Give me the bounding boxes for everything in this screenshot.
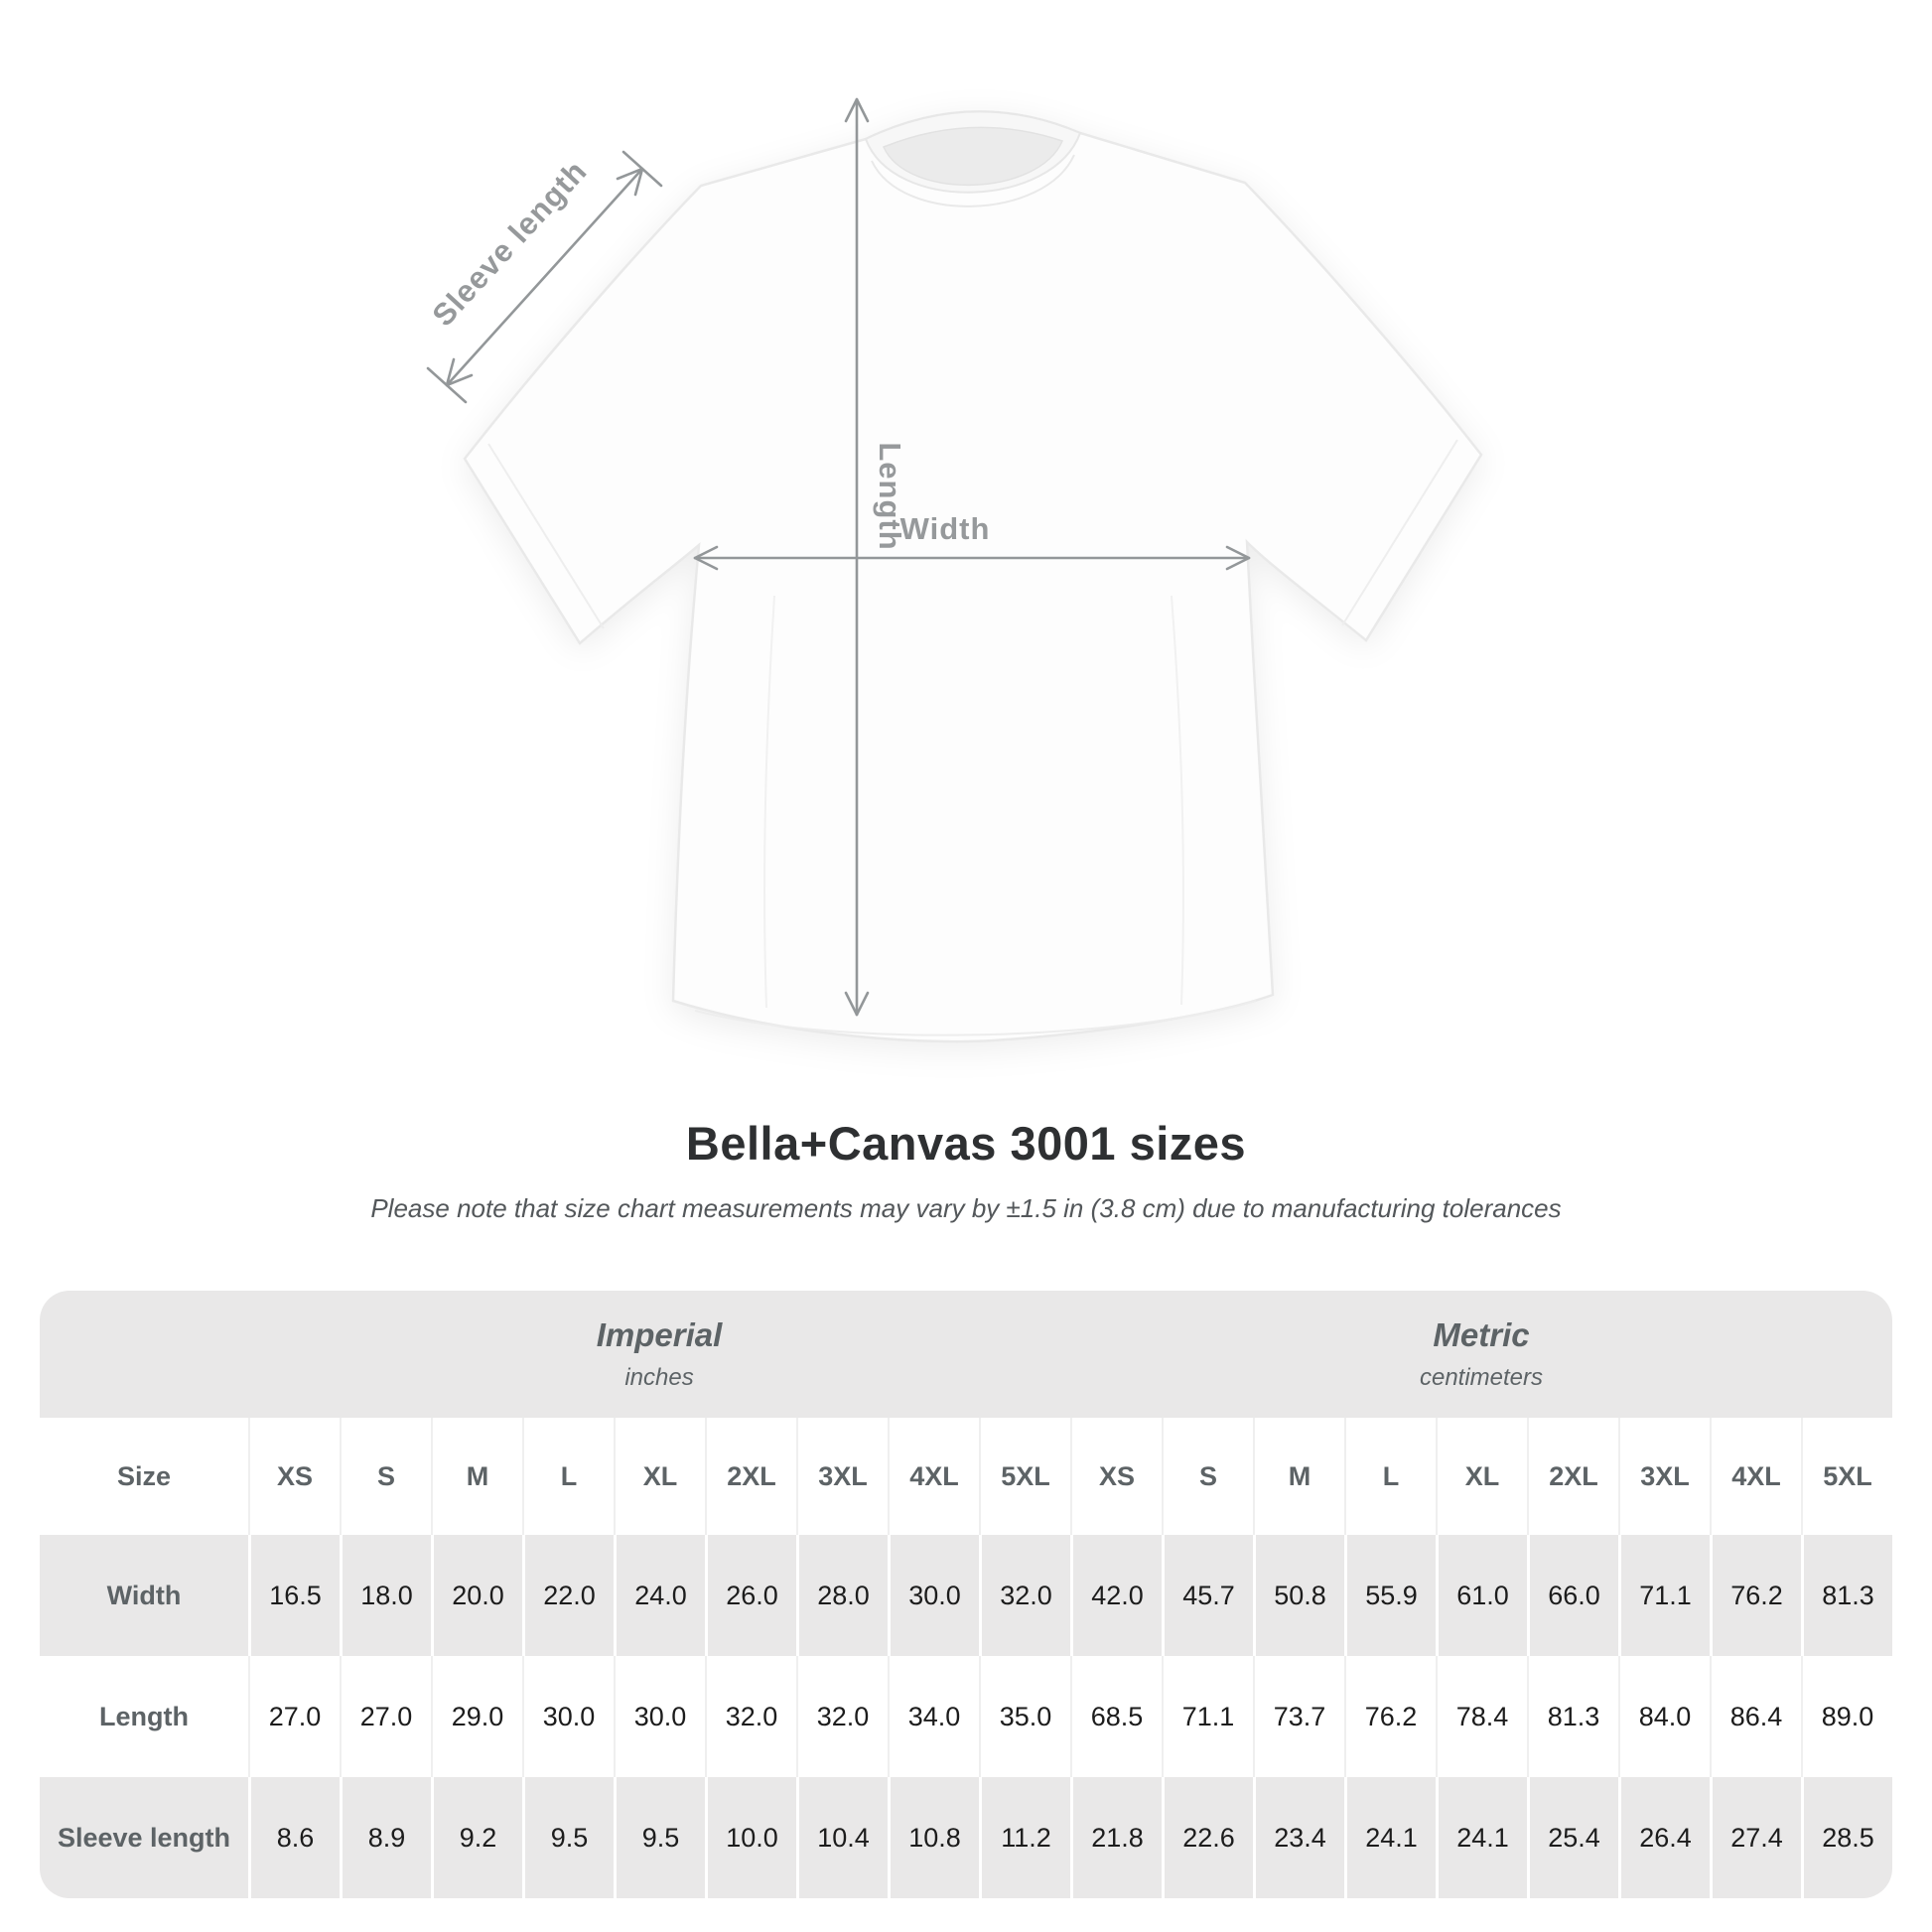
- table-cell: 76.2: [1344, 1656, 1436, 1777]
- table-cell: 20.0: [431, 1535, 522, 1656]
- table-cell: 11.2: [979, 1777, 1070, 1898]
- table-cell: 8.9: [340, 1777, 431, 1898]
- table-cell: 78.4: [1436, 1656, 1527, 1777]
- size-table: [40, 1291, 1892, 1898]
- sleeve-length-row-label: Sleeve length: [57, 1822, 231, 1853]
- table-cell: 27.0: [340, 1656, 431, 1777]
- width-label: Width: [899, 511, 991, 546]
- table-cell: 23.4: [1253, 1777, 1344, 1898]
- size-header-cell: XS: [1070, 1418, 1162, 1535]
- size-header-cell: L: [1344, 1418, 1436, 1535]
- table-cell: 30.0: [522, 1656, 614, 1777]
- table-cell: 9.5: [614, 1777, 705, 1898]
- size-header-cell: 2XL: [705, 1418, 796, 1535]
- table-cell: 29.0: [431, 1656, 522, 1777]
- table-cell: 27.0: [248, 1656, 340, 1777]
- table-cell: 27.4: [1710, 1777, 1801, 1898]
- imperial-unit-label: inches: [624, 1364, 694, 1391]
- page-subtitle: Please note that size chart measurements may vary by ±1.5 in (3.8 cm) due to manufacturing tolerances: [370, 1193, 1562, 1223]
- table-cell: 9.5: [522, 1777, 614, 1898]
- table-cell: 55.9: [1344, 1535, 1436, 1656]
- table-cell: 8.6: [248, 1777, 340, 1898]
- table-cell: 24.0: [614, 1535, 705, 1656]
- sleeve-length-label: Sleeve length: [425, 153, 595, 334]
- table-cell: 71.1: [1618, 1535, 1710, 1656]
- table-size-header-row: [40, 1418, 1892, 1535]
- table-cell: 61.0: [1436, 1535, 1527, 1656]
- table-cell: 22.6: [1162, 1777, 1253, 1898]
- table-cell: 89.0: [1801, 1656, 1892, 1777]
- table-cell: 66.0: [1527, 1535, 1618, 1656]
- table-cell: 71.1: [1162, 1656, 1253, 1777]
- table-cell: 10.8: [888, 1777, 979, 1898]
- table-cell: 10.4: [796, 1777, 888, 1898]
- table-cell: 50.8: [1253, 1535, 1344, 1656]
- table-cell: 30.0: [888, 1535, 979, 1656]
- length-label: Length: [873, 442, 907, 551]
- table-row-sleeve-length: [40, 1777, 1892, 1898]
- size-header-cell: M: [1253, 1418, 1344, 1535]
- page-title: Bella+Canvas 3001 sizes: [685, 1117, 1247, 1170]
- size-header-cell: L: [522, 1418, 614, 1535]
- size-header-cell: 5XL: [1801, 1418, 1892, 1535]
- table-cell: 32.0: [979, 1535, 1070, 1656]
- t-shirt-graphic: [465, 111, 1481, 1041]
- table-cell: 81.3: [1801, 1535, 1892, 1656]
- table-cell: 68.5: [1070, 1656, 1162, 1777]
- table-cell: 73.7: [1253, 1656, 1344, 1777]
- table-cell: 76.2: [1710, 1535, 1801, 1656]
- table-cell: 32.0: [796, 1656, 888, 1777]
- width-row-label: Width: [106, 1580, 182, 1610]
- size-header-cell: 2XL: [1527, 1418, 1618, 1535]
- table-cell: 24.1: [1344, 1777, 1436, 1898]
- table-cell: 25.4: [1527, 1777, 1618, 1898]
- table-cell: 21.8: [1070, 1777, 1162, 1898]
- table-cell: 34.0: [888, 1656, 979, 1777]
- metric-unit-label: centimeters: [1419, 1364, 1544, 1391]
- table-cell: 45.7: [1162, 1535, 1253, 1656]
- unit-group-metric: [1070, 1316, 1892, 1392]
- imperial-label: Imperial: [596, 1316, 723, 1353]
- table-cell: 32.0: [705, 1656, 796, 1777]
- size-header-cell: 4XL: [1710, 1418, 1801, 1535]
- table-cell: 28.0: [796, 1535, 888, 1656]
- table-row-length: [40, 1656, 1892, 1777]
- size-row-label: Size: [116, 1460, 172, 1491]
- table-cell: 42.0: [1070, 1535, 1162, 1656]
- size-header-cell: XL: [1436, 1418, 1527, 1535]
- size-header-cell: S: [1162, 1418, 1253, 1535]
- size-header-cell: 4XL: [888, 1418, 979, 1535]
- table-cell: 22.0: [522, 1535, 614, 1656]
- size-header-cell: 3XL: [796, 1418, 888, 1535]
- table-cell: 86.4: [1710, 1656, 1801, 1777]
- size-header-cell: XS: [248, 1418, 340, 1535]
- metric-label: Metric: [1433, 1316, 1530, 1353]
- unit-group-imperial: [248, 1316, 1070, 1392]
- table-row-width: [40, 1535, 1892, 1656]
- table-unit-header-row: [40, 1291, 1892, 1418]
- size-header-cell: 3XL: [1618, 1418, 1710, 1535]
- table-cell: 16.5: [248, 1535, 340, 1656]
- table-cell: 18.0: [340, 1535, 431, 1656]
- table-cell: 81.3: [1527, 1656, 1618, 1777]
- table-cell: 26.4: [1618, 1777, 1710, 1898]
- shirt-body: [465, 111, 1481, 1041]
- table-cell: 10.0: [705, 1777, 796, 1898]
- size-header-cell: M: [431, 1418, 522, 1535]
- table-cell: 84.0: [1618, 1656, 1710, 1777]
- table-cell: 28.5: [1801, 1777, 1892, 1898]
- table-cell: 9.2: [431, 1777, 522, 1898]
- size-header-cell: 5XL: [979, 1418, 1070, 1535]
- table-cell: 26.0: [705, 1535, 796, 1656]
- table-cell: 30.0: [614, 1656, 705, 1777]
- length-row-label: Length: [99, 1701, 189, 1731]
- size-header-cell: XL: [614, 1418, 705, 1535]
- size-header-cell: S: [340, 1418, 431, 1535]
- table-cell: 35.0: [979, 1656, 1070, 1777]
- table-cell: 24.1: [1436, 1777, 1527, 1898]
